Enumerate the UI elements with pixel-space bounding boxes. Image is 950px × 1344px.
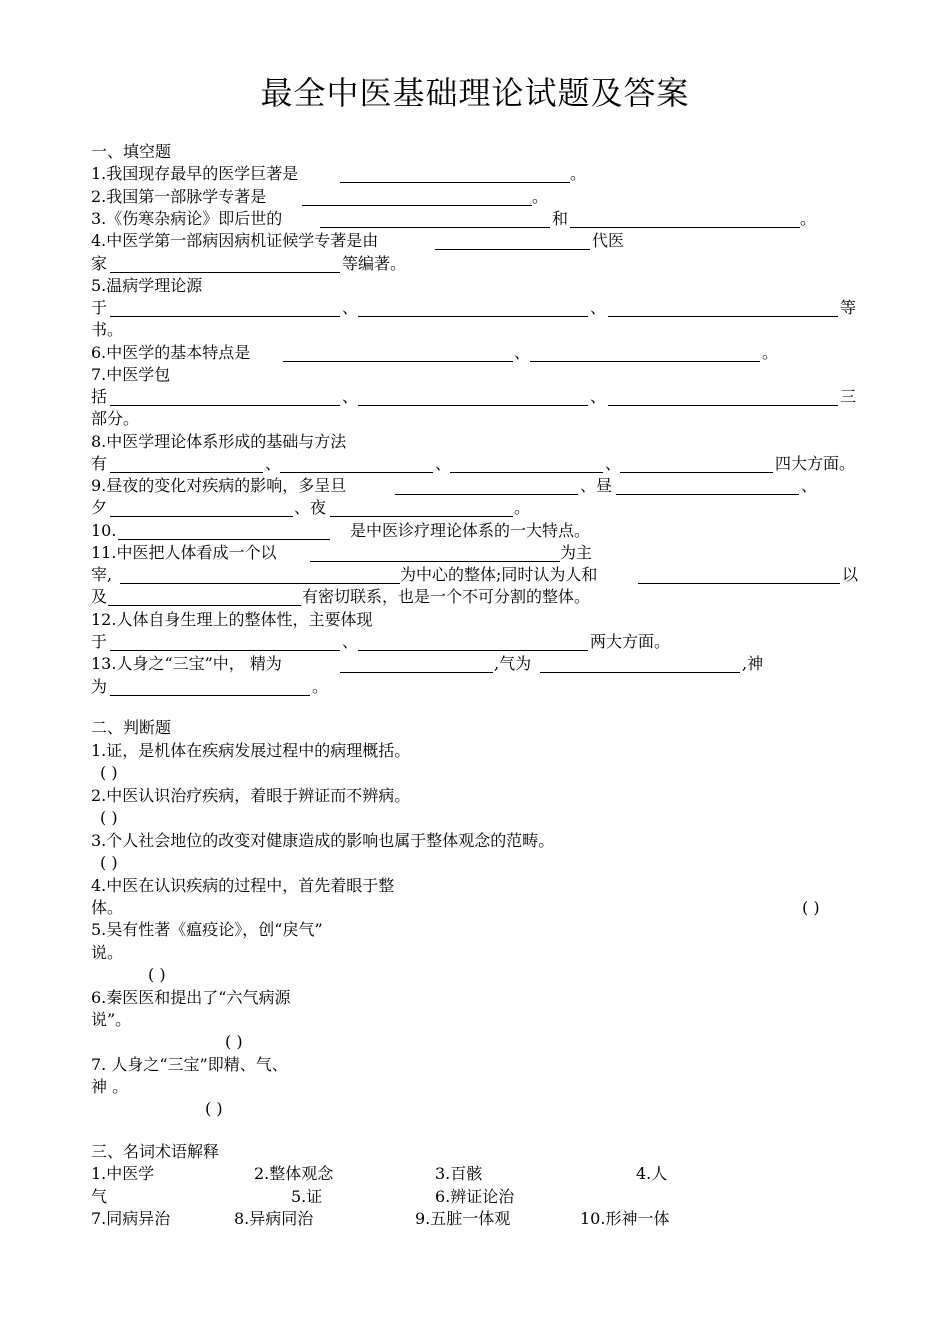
- question-text: 于: [91, 298, 108, 317]
- question-text: 为: [91, 677, 108, 696]
- question-text: 、昼: [580, 476, 613, 495]
- answer-blank[interactable]: [608, 405, 838, 406]
- answer-blank[interactable]: [638, 583, 840, 584]
- answer-blank[interactable]: [280, 472, 433, 473]
- term-9: 9.五脏一体观: [415, 1209, 511, 1228]
- answer-blank[interactable]: [110, 695, 310, 696]
- question-text: 是中医诊疗理论体系的一大特点。: [350, 521, 591, 540]
- question-2: 2.我国第一部脉学专著是: [91, 187, 267, 206]
- question-text: 等编著。: [342, 254, 407, 273]
- answer-blank[interactable]: [540, 672, 740, 673]
- judge-question-2: 2.中医认识治疗疾病，着眼于辨证而不辨病。: [91, 786, 411, 805]
- answer-blank[interactable]: [110, 516, 293, 517]
- question-1: 1.我国现存最早的医学巨著是: [91, 164, 299, 183]
- question-text: 神 。: [91, 1077, 129, 1096]
- answer-blank[interactable]: [340, 672, 493, 673]
- answer-blank[interactable]: [110, 650, 340, 651]
- answer-blank[interactable]: [108, 605, 301, 606]
- question-4: 4.中医学第一部病因病机证候学专著是由: [91, 231, 379, 250]
- question-text: 有密切联系，也是一个不可分割的整体。: [302, 587, 591, 606]
- punctuation: 、: [342, 632, 359, 651]
- section-heading-judge: 二、判断题: [91, 718, 172, 737]
- question-text: 以: [842, 565, 859, 584]
- question-text: 于: [91, 632, 108, 651]
- question-text: 书。: [91, 320, 124, 339]
- question-9: 9.昼夜的变化对疾病的影响，多呈旦: [91, 476, 347, 495]
- punctuation: 、: [514, 343, 531, 362]
- answer-blank[interactable]: [310, 561, 560, 562]
- answer-parentheses[interactable]: ( ): [148, 965, 166, 984]
- punctuation: 。: [514, 498, 531, 517]
- question-text: 有: [91, 454, 108, 473]
- answer-blank[interactable]: [110, 272, 340, 273]
- punctuation: 、: [435, 454, 452, 473]
- answer-blank[interactable]: [358, 405, 588, 406]
- question-text: 说。: [91, 943, 124, 962]
- punctuation: 。: [312, 677, 329, 696]
- question-3: 3.《伤寒杂病论》即后世的: [91, 209, 283, 228]
- punctuation: 、: [801, 476, 818, 495]
- answer-blank[interactable]: [283, 361, 513, 362]
- answer-blank[interactable]: [608, 316, 838, 317]
- question-text: 为主: [560, 543, 593, 562]
- punctuation: 。: [532, 187, 549, 206]
- answer-blank[interactable]: [570, 227, 800, 228]
- connector-text: 和: [552, 209, 569, 228]
- term-1: 1.中医学: [91, 1164, 155, 1183]
- question-text: 体。: [91, 898, 124, 917]
- punctuation: 、: [265, 454, 282, 473]
- answer-blank[interactable]: [302, 205, 532, 206]
- question-text: 、夜: [294, 498, 327, 517]
- answer-blank[interactable]: [330, 516, 513, 517]
- question-7: 7.中医学包: [91, 365, 171, 384]
- term-6: 6.辨证论治: [435, 1187, 515, 1206]
- document-title: 最全中医基础理论试题及答案: [260, 74, 690, 112]
- question-text: 括: [91, 387, 108, 406]
- question-text: 两大方面。: [590, 632, 671, 651]
- question-text: 四大方面。: [775, 454, 856, 473]
- question-text: ,神: [742, 654, 764, 673]
- question-text: ,气为: [494, 654, 532, 673]
- question-text: 代医: [592, 231, 625, 250]
- answer-parentheses[interactable]: ( ): [100, 808, 118, 827]
- punctuation: 、: [605, 454, 622, 473]
- answer-blank[interactable]: [110, 405, 340, 406]
- answer-blank[interactable]: [118, 539, 330, 540]
- term-2: 2.整体观念: [254, 1164, 334, 1183]
- question-text: 等: [840, 298, 857, 317]
- question-text: 为中心的整体;同时认为人和: [400, 565, 598, 584]
- punctuation: 。: [570, 164, 587, 183]
- judge-question-6: 6.秦医医和提出了“六气病源: [91, 988, 291, 1007]
- answer-parentheses[interactable]: ( ): [100, 763, 118, 782]
- punctuation: 。: [800, 209, 817, 228]
- question-11: 11.中医把人体看成一个以: [91, 543, 277, 562]
- term-4: 4.人: [636, 1164, 668, 1183]
- question-text: 及: [91, 587, 108, 606]
- judge-question-3: 3.个人社会地位的改变对健康造成的影响也属于整体观念的范畴。: [91, 831, 555, 850]
- judge-question-7: 7. 人身之“三宝”即精、气、: [91, 1055, 288, 1074]
- section-heading-fill: 一、填空题: [91, 142, 172, 161]
- term-3: 3.百骸: [435, 1164, 483, 1183]
- question-text: 夕: [91, 498, 108, 517]
- answer-blank[interactable]: [530, 361, 760, 362]
- term-8: 8.异病同治: [234, 1209, 314, 1228]
- judge-question-5: 5.吴有性著《瘟疫论》，创“戾气”: [91, 920, 323, 939]
- section-heading-terms: 三、名词术语解释: [91, 1142, 220, 1161]
- question-text: 宰,: [91, 565, 113, 584]
- answer-parentheses[interactable]: ( ): [100, 853, 118, 872]
- question-text: 部分。: [91, 409, 140, 428]
- punctuation: 、: [590, 298, 607, 317]
- answer-parentheses[interactable]: ( ): [802, 898, 820, 917]
- question-13: 13.人身之“三宝”中， 精为: [91, 654, 282, 673]
- question-6: 6.中医学的基本特点是: [91, 343, 251, 362]
- punctuation: 、: [342, 387, 359, 406]
- answer-blank[interactable]: [620, 472, 773, 473]
- answer-blank[interactable]: [120, 583, 400, 584]
- term-7: 7.同病异治: [91, 1209, 171, 1228]
- answer-parentheses[interactable]: ( ): [225, 1032, 243, 1051]
- punctuation: 。: [762, 343, 779, 362]
- answer-blank[interactable]: [395, 494, 578, 495]
- term-10: 10.形神一体: [580, 1209, 670, 1228]
- question-5: 5.温病学理论源: [91, 276, 203, 295]
- answer-blank[interactable]: [340, 182, 570, 183]
- term-5: 5.证: [291, 1187, 323, 1206]
- answer-blank[interactable]: [450, 472, 603, 473]
- punctuation: 、: [590, 387, 607, 406]
- answer-blank[interactable]: [435, 249, 590, 250]
- question-text: 三: [840, 387, 857, 406]
- answer-blank[interactable]: [358, 316, 588, 317]
- answer-blank[interactable]: [616, 494, 799, 495]
- term-4-cont: 气: [91, 1187, 108, 1206]
- question-10: 10.: [91, 521, 117, 540]
- answer-blank[interactable]: [320, 227, 550, 228]
- answer-blank[interactable]: [110, 316, 340, 317]
- judge-question-1: 1.证，是机体在疾病发展过程中的病理概括。: [91, 741, 411, 760]
- answer-blank[interactable]: [110, 472, 263, 473]
- answer-blank[interactable]: [358, 650, 588, 651]
- question-12: 12.人体自身生理上的整体性，主要体现: [91, 610, 373, 629]
- question-text: 说”。: [91, 1010, 132, 1029]
- answer-parentheses[interactable]: ( ): [205, 1099, 223, 1118]
- punctuation: 、: [342, 298, 359, 317]
- judge-question-4: 4.中医在认识疾病的过程中，首先着眼于整: [91, 876, 395, 895]
- question-8: 8.中医学理论体系形成的基础与方法: [91, 432, 347, 451]
- question-text: 家: [91, 254, 108, 273]
